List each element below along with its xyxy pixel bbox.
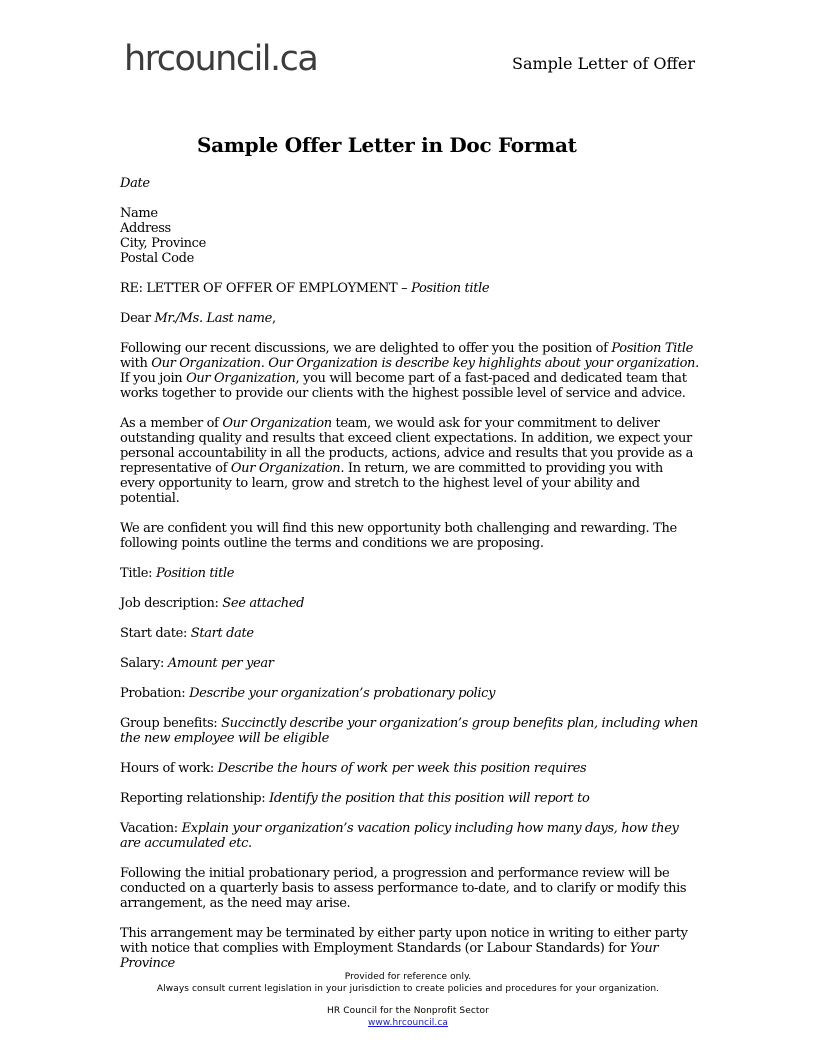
term-vacation: Vacation: Explain your organization’s vacation policy including how many days, how they are accumulated etc. [120,821,679,851]
footer-organization [0,1005,816,1029]
footer-website-link[interactable]: www.hrcouncil.ca [367,1018,449,1028]
term-title: Title: Position title [120,566,235,581]
paragraph-intro: Following our recent discussions, we are delighted to offer you the position of Position Title with Our Organization. Our Organization is describe key highlights about your organization. If you join Our Organization, you will become part of a fast-paced and dedicated team that works together to provide our clients with the highest possible level of service and advice. [120,341,699,401]
footer-reference-note: Provided for reference only. [344,972,472,982]
letter-body [120,176,700,986]
term-job-description: Job description: See attached [120,596,305,611]
hrcouncil-logo: hrcouncil.ca [124,39,318,79]
recipient-postal: Postal Code [120,251,194,266]
term-group-benefits: Group benefits: Succinctly describe your organization’s group benefits plan, including when the new employee will be eligible [120,716,698,746]
paragraph-confident: We are confident you will find this new opportunity both challenging and rewarding. The following points outline the terms and conditions we are proposing. [120,521,677,551]
paragraph-review: Following the initial probationary period, a progression and performance review will be conducted on a quarterly basis to assess performance to-date, and to clarify or modify this arrangement, as the need may arise. [120,866,687,911]
term-salary: Salary: Amount per year [120,656,274,671]
term-hours-of-work: Hours of work: Describe the hours of work per week this position requires [120,761,587,776]
re-line: RE: LETTER OF OFFER OF EMPLOYMENT – Position title [120,281,490,296]
paragraph-termination: This arrangement may be terminated by either party upon notice in writing to either party with notice that complies with Employment Standards (or Labour Standards) for Your Province [120,926,688,971]
paragraph-commitment: As a member of Our Organization team, we would ask for your commitment to deliver outstanding quality and results that exceed client expectations. In addition, we expect your personal accountability in all the products, actions, advice and results that you provide as a representative of Our Organization. In return, we are committed to providing you with every opportunity to learn, grow and stretch to the highest level of your ability and potential. [120,416,694,506]
footer-disclaimer [0,971,816,995]
term-start-date: Start date: Start date [120,626,254,641]
recipient-address [120,206,700,266]
header-title: Sample Letter of Offer [512,54,695,73]
page-title: Sample Offer Letter in Doc Format [197,133,577,157]
footer-org-name: HR Council for the Nonprofit Sector [327,1006,489,1016]
term-reporting-relationship: Reporting relationship: Identify the position that this position will report to [120,791,590,806]
footer-legislation-note: Always consult current legislation in your jurisdiction to create policies and procedures for your organization. [156,984,660,994]
salutation: Dear Mr./Ms. Last name, [120,311,276,326]
recipient-address-line: Address [120,221,171,236]
letter-date: Date [120,176,150,191]
recipient-name: Name [120,206,158,221]
recipient-city: City, Province [120,236,206,251]
term-probation: Probation: Describe your organization’s probationary policy [120,686,496,701]
